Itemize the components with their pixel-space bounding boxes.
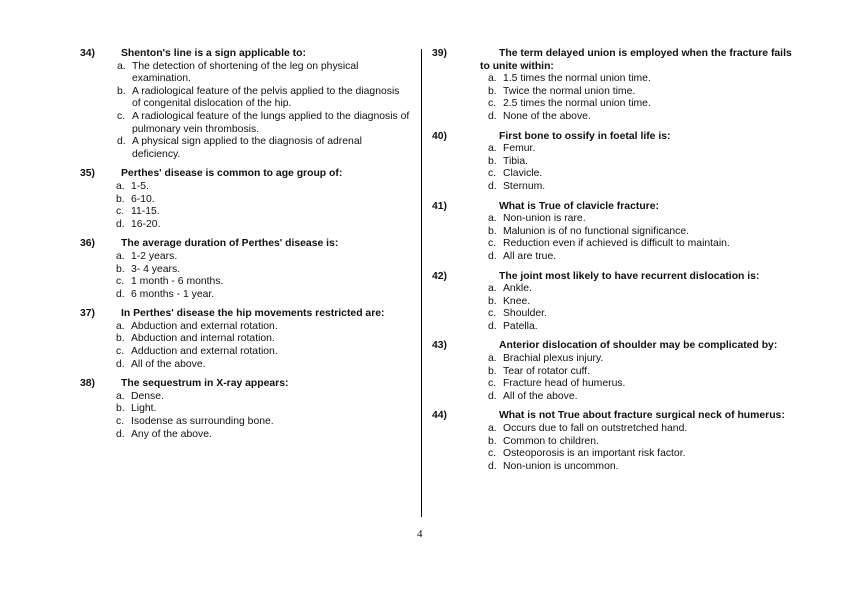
option-letter: d.: [488, 250, 497, 262]
question-number: 41): [432, 200, 448, 212]
question-number: 40): [432, 130, 448, 142]
option-text: 6 months - 1 year.: [131, 288, 215, 300]
question-header: [432, 340, 796, 353]
question-34: [80, 48, 410, 161]
options-list: [456, 423, 796, 473]
option-d: [456, 461, 796, 474]
option-d: [456, 111, 796, 124]
question-number: 43): [432, 340, 448, 352]
option-letter: a.: [488, 423, 497, 435]
option-text: Malunion is of no functional significance.: [503, 225, 689, 237]
question-text: The sequestrum in X-ray appears:: [121, 378, 289, 390]
option-c: [456, 378, 796, 391]
option-letter: a.: [116, 320, 125, 332]
option-letter: c.: [488, 378, 497, 390]
option-letter: a.: [488, 143, 497, 155]
option-letter: c.: [488, 98, 497, 110]
option-text: Knee.: [503, 295, 531, 307]
option-text: Occurs due to fall on outstretched hand.: [503, 423, 688, 435]
option-text: All are true.: [503, 250, 557, 262]
option-b: [80, 194, 410, 207]
option-letter: d.: [116, 288, 125, 300]
option-a: [456, 423, 796, 436]
option-text: Sternum.: [503, 180, 546, 192]
option-letter: b.: [488, 295, 497, 307]
option-text: Tibia.: [503, 155, 529, 167]
option-letter: d.: [116, 218, 125, 230]
question-text: Anterior dislocation of shoulder may be complicated by:: [499, 340, 778, 352]
question-header: [432, 410, 796, 423]
option-c: [456, 238, 796, 251]
left-column: [80, 48, 410, 448]
option-letter: d.: [488, 180, 497, 192]
option-d: [456, 181, 796, 194]
option-letter: c.: [116, 416, 125, 428]
question-36: [80, 238, 410, 301]
question-header: [80, 238, 410, 251]
option-d: [80, 289, 410, 302]
page-number: 4: [417, 528, 423, 540]
option-d: [456, 251, 796, 264]
option-c: [456, 98, 796, 111]
option-text: Reduction even if achieved is difficult to maintain.: [503, 238, 730, 250]
option-text: Abduction and internal rotation.: [131, 333, 275, 345]
option-d: [80, 136, 410, 161]
option-text: All of the above.: [503, 390, 578, 402]
option-letter: b.: [488, 225, 497, 237]
options-list: [80, 321, 410, 371]
option-letter: c.: [116, 276, 125, 288]
option-text: Common to children.: [503, 435, 599, 447]
question-44: [432, 410, 796, 473]
options-list: [80, 181, 410, 231]
option-letter: b.: [116, 263, 125, 275]
option-letter: b.: [488, 85, 497, 97]
option-letter: c.: [116, 346, 125, 358]
option-text: 2.5 times the normal union time.: [503, 98, 651, 110]
option-a: [80, 321, 410, 334]
question-text: In Perthes' disease the hip movements restricted are:: [121, 308, 385, 320]
options-list: [456, 213, 796, 263]
question-number: 37): [80, 308, 96, 320]
option-d: [456, 391, 796, 404]
option-text: Ankle.: [503, 283, 532, 295]
option-letter: c.: [488, 308, 497, 320]
option-text: Isodense as surrounding bone.: [131, 416, 274, 428]
option-b: [80, 403, 410, 416]
option-b: [456, 86, 796, 99]
option-letter: a.: [488, 283, 497, 295]
option-a: [456, 73, 796, 86]
question-38: [80, 378, 410, 441]
option-a: [80, 251, 410, 264]
right-column: [432, 48, 796, 480]
question-header: [432, 130, 796, 144]
option-letter: c.: [116, 206, 125, 218]
option-letter: d.: [488, 460, 497, 472]
option-text: Any of the above.: [131, 428, 212, 440]
option-text: Patella.: [503, 320, 538, 332]
option-letter: b.: [116, 403, 125, 415]
option-text: Dense.: [131, 390, 164, 402]
option-text: A physical sign applied to the diagnosis of adrenal deficiency.: [132, 136, 362, 160]
option-b: [80, 333, 410, 346]
options-list: [80, 61, 410, 162]
option-c: [456, 448, 796, 461]
option-c: [80, 346, 410, 359]
option-c: [456, 168, 796, 181]
option-text: Femur.: [503, 143, 536, 155]
option-text: Osteoporosis is an important risk factor.: [503, 448, 686, 460]
option-letter: a.: [116, 250, 125, 262]
option-text: 1.5 times the normal union time.: [503, 73, 651, 85]
option-text: Shoulder.: [503, 308, 547, 320]
option-text: 16-20.: [131, 218, 161, 230]
question-41: [432, 200, 796, 264]
option-c: [80, 111, 410, 136]
option-letter: d.: [488, 110, 497, 122]
option-text: Brachial plexus injury.: [503, 353, 604, 365]
question-header: [432, 200, 796, 214]
question-37: [80, 308, 410, 371]
option-letter: b.: [116, 193, 125, 205]
question-header: [80, 378, 410, 391]
question-text: The joint most likely to have recurrent dislocation is:: [499, 270, 760, 282]
option-b: [80, 264, 410, 277]
option-text: Tear of rotator cuff.: [503, 365, 591, 377]
option-letter: d.: [116, 428, 125, 440]
question-header: [432, 270, 796, 284]
option-letter: a.: [488, 73, 497, 85]
option-d: [80, 359, 410, 372]
question-number: 35): [80, 168, 96, 180]
option-a: [80, 391, 410, 404]
question-text: Shenton's line is a sign applicable to:: [121, 48, 306, 59]
option-text: Abduction and external rotation.: [131, 320, 278, 332]
question-text: Perthes' disease is common to age group of:: [121, 168, 343, 180]
option-letter: a.: [116, 390, 125, 402]
option-letter: c.: [488, 448, 497, 460]
option-text: Fracture head of humerus.: [503, 378, 626, 390]
option-letter: b.: [488, 155, 497, 167]
option-c: [456, 308, 796, 321]
option-text: All of the above.: [131, 358, 206, 370]
option-b: [456, 226, 796, 239]
option-letter: a.: [488, 213, 497, 225]
option-a: [80, 181, 410, 194]
option-letter: c.: [117, 110, 126, 122]
option-text: Twice the normal union time.: [503, 85, 636, 97]
option-text: A radiological feature of the lungs applied to the diagnosis of pulmonary vein thrombosis.: [132, 110, 410, 135]
question-43: [432, 340, 796, 403]
option-c: [80, 416, 410, 429]
question-text: What is not True about fracture surgical neck of humerus:: [499, 410, 785, 422]
option-letter: b.: [116, 333, 125, 345]
option-text: 1-5.: [131, 180, 149, 192]
question-text: The average duration of Perthes' disease is:: [121, 238, 339, 250]
question-number: 36): [80, 238, 96, 250]
option-d: [80, 219, 410, 232]
option-text: Adduction and external rotation.: [131, 346, 278, 358]
question-number: 38): [80, 378, 96, 390]
option-text: 6-10.: [131, 193, 155, 205]
option-letter: b.: [117, 85, 126, 97]
question-text: The term delayed union is employed when the fracture fails to unite within:: [480, 48, 792, 72]
question-header: [432, 48, 796, 73]
option-b: [80, 86, 410, 111]
question-number: 39): [432, 48, 448, 59]
question-number: 42): [432, 270, 448, 282]
question-header: [80, 308, 410, 321]
options-list: [80, 391, 410, 441]
option-a: [456, 143, 796, 156]
option-text: A radiological feature of the pelvis applied to the diagnosis of congenital dislocation of the hip.: [132, 85, 400, 110]
option-c: [80, 276, 410, 289]
option-letter: d.: [117, 136, 126, 148]
question-header: [80, 168, 410, 181]
option-b: [456, 156, 796, 169]
option-letter: d.: [488, 320, 497, 332]
option-text: Non-union is rare.: [503, 213, 586, 225]
option-a: [80, 61, 410, 86]
option-a: [456, 213, 796, 226]
column-divider: [421, 49, 422, 517]
option-text: None of the above.: [503, 110, 591, 122]
question-number: 44): [432, 410, 448, 422]
question-number: 34): [80, 48, 96, 59]
option-a: [456, 353, 796, 366]
option-c: [80, 206, 410, 219]
question-40: [432, 130, 796, 194]
question-39: [432, 48, 796, 124]
option-letter: d.: [488, 390, 497, 402]
option-b: [456, 366, 796, 379]
options-list: [456, 283, 796, 333]
option-text: 3- 4 years.: [131, 263, 181, 275]
option-letter: a.: [117, 60, 126, 72]
option-b: [456, 436, 796, 449]
question-text: What is True of clavicle fracture:: [499, 200, 659, 212]
option-text: 11-15.: [131, 206, 160, 218]
option-d: [80, 429, 410, 442]
question-text: First bone to ossify in foetal life is:: [499, 130, 671, 142]
option-b: [456, 296, 796, 309]
question-35: [80, 168, 410, 231]
option-text: Clavicle.: [503, 168, 543, 180]
option-text: The detection of shortening of the leg on physical examination.: [132, 60, 359, 85]
options-list: [80, 251, 410, 301]
option-letter: a.: [488, 353, 497, 365]
question-42: [432, 270, 796, 334]
option-text: 1 month - 6 months.: [131, 276, 224, 288]
option-letter: c.: [488, 168, 497, 180]
option-d: [456, 321, 796, 334]
option-text: Non-union is uncommon.: [503, 460, 619, 472]
options-list: [456, 143, 796, 193]
option-text: 1-2 years.: [131, 250, 178, 262]
option-text: Light.: [131, 403, 157, 415]
option-letter: d.: [116, 358, 125, 370]
question-header: [80, 48, 410, 61]
options-list: [456, 73, 796, 123]
option-letter: b.: [488, 365, 497, 377]
options-list: [456, 353, 796, 403]
option-letter: b.: [488, 435, 497, 447]
option-letter: c.: [488, 238, 497, 250]
option-a: [456, 283, 796, 296]
option-letter: a.: [116, 180, 125, 192]
